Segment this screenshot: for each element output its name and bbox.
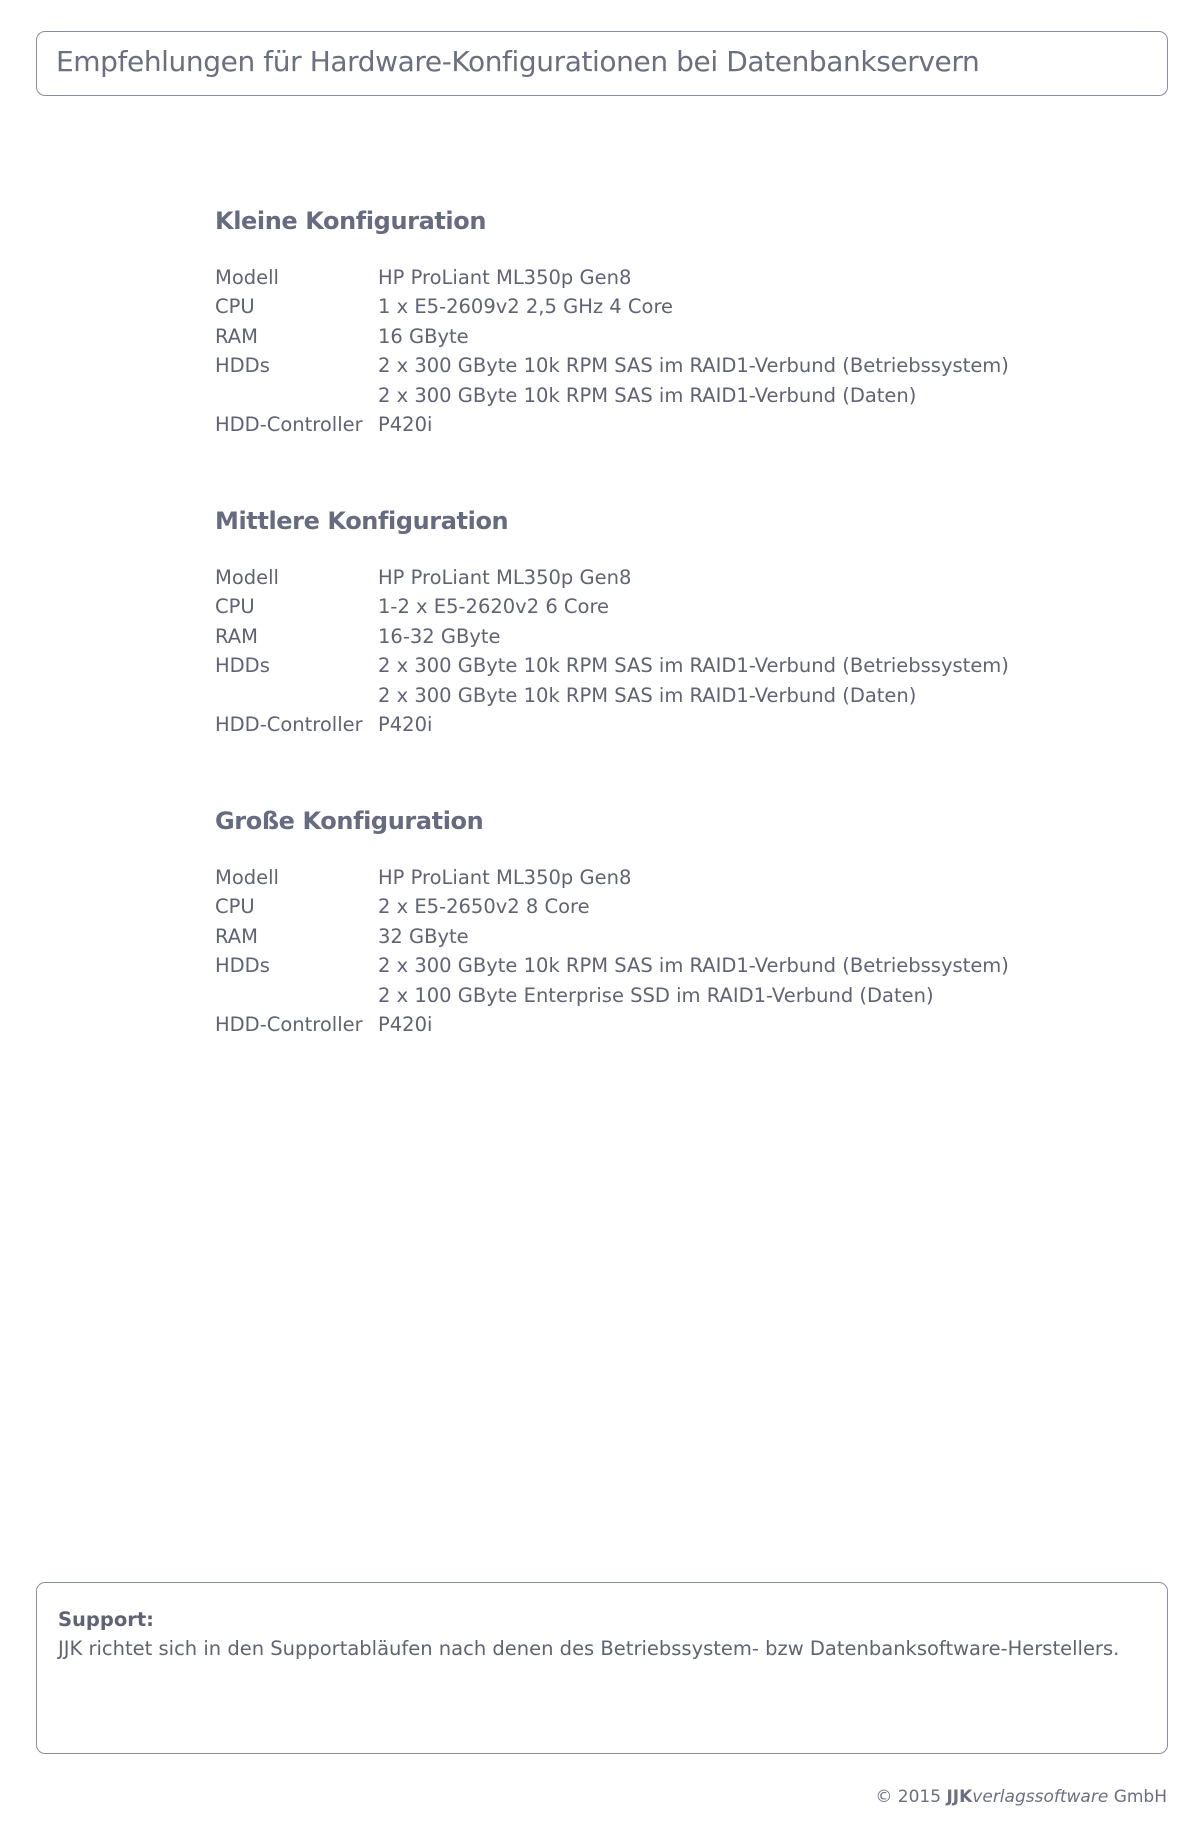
spec-values	[378, 951, 1009, 1010]
spec-label: CPU	[215, 895, 255, 919]
spec-row-model	[215, 563, 1115, 592]
spec-value: P420i	[378, 1012, 433, 1036]
spec-row-cpu	[215, 592, 1115, 621]
spec-label: RAM	[215, 624, 258, 648]
spec-value: 2 x 300 GByte 10k RPM SAS im RAID1-Verbund (Betriebssystem)	[378, 354, 1009, 378]
spec-value: 2 x 300 GByte 10k RPM SAS im RAID1-Verbund (Daten)	[378, 383, 917, 407]
spec-row-hdd-controller	[215, 710, 1115, 739]
footer-copyright	[875, 1787, 1167, 1807]
spec-label: Modell	[215, 266, 279, 289]
spec-list	[215, 563, 1115, 739]
spec-values	[378, 351, 1009, 410]
spec-values	[378, 892, 590, 921]
spec-label: HDD-Controller	[215, 1012, 363, 1036]
spec-label: HDD-Controller	[215, 412, 363, 436]
spec-row-hdd-controller	[215, 410, 1115, 439]
spec-row-cpu	[215, 292, 1115, 321]
spec-row-ram	[215, 622, 1115, 651]
section-heading: Mittlere Konfiguration	[215, 507, 509, 535]
spec-value: 1-2 x E5-2620v2 6 Core	[378, 595, 610, 619]
spec-value: 2 x E5-2650v2 8 Core	[378, 895, 590, 919]
spec-list	[215, 263, 1115, 439]
support-text: JJK richtet sich in den Supportabläufen nach denen des Betriebssystem- bzw Datenbanksoftware-Herstellers.	[58, 1637, 1120, 1660]
spec-row-ram	[215, 922, 1115, 951]
spec-value: 16 GByte	[378, 324, 469, 348]
spec-value: 32 GByte	[378, 924, 469, 948]
spec-value: P420i	[378, 412, 433, 436]
spec-values	[378, 292, 673, 321]
spec-values	[378, 1010, 432, 1039]
copyright-year: © 2015	[875, 1787, 942, 1807]
spec-value: 2 x 300 GByte 10k RPM SAS im RAID1-Verbund (Daten)	[378, 683, 917, 707]
spec-value: HP ProLiant ML350p Gen8	[378, 866, 632, 889]
spec-row-cpu	[215, 892, 1115, 921]
section-medium-configuration	[215, 504, 1115, 804]
section-large-configuration	[215, 804, 1115, 1104]
spec-list	[215, 863, 1115, 1039]
spec-value: 16-32 GByte	[378, 624, 501, 648]
section-heading: Kleine Konfiguration	[215, 207, 487, 235]
spec-value: 2 x 300 GByte 10k RPM SAS im RAID1-Verbund (Betriebssystem)	[378, 954, 1009, 978]
spec-label: CPU	[215, 295, 255, 319]
spec-row-hdds	[215, 651, 1115, 710]
company-suffix: GmbH	[1113, 1787, 1167, 1807]
section-small-configuration	[215, 204, 1115, 504]
spec-values	[378, 592, 609, 621]
spec-label: HDDs	[215, 954, 270, 978]
spec-label: RAM	[215, 924, 258, 948]
spec-values	[378, 922, 469, 951]
spec-value: HP ProLiant ML350p Gen8	[378, 266, 632, 289]
section-heading: Große Konfiguration	[215, 807, 484, 835]
spec-label: Modell	[215, 566, 279, 589]
page-title: Empfehlungen für Hardware-Konfigurationen bei Datenbankservern	[56, 45, 980, 78]
spec-label: HDDs	[215, 354, 270, 378]
brand-name-light: verlagssoftware	[972, 1787, 1109, 1807]
spec-values	[378, 622, 501, 651]
spec-label: HDD-Controller	[215, 712, 363, 736]
spec-label: HDDs	[215, 654, 270, 678]
spec-value: P420i	[378, 712, 433, 736]
spec-row-model	[215, 863, 1115, 892]
spec-value: 2 x 100 GByte Enterprise SSD im RAID1-Verbund (Daten)	[378, 983, 934, 1007]
spec-label: Modell	[215, 866, 279, 889]
spec-values	[378, 263, 631, 292]
page-title-box	[36, 31, 1168, 96]
spec-values	[378, 563, 631, 592]
spec-value: 2 x 300 GByte 10k RPM SAS im RAID1-Verbund (Betriebssystem)	[378, 654, 1009, 678]
spec-values	[378, 410, 432, 439]
support-title: Support:	[58, 1608, 154, 1631]
spec-row-hdd-controller	[215, 1010, 1115, 1039]
spec-row-hdds	[215, 351, 1115, 410]
spec-values	[378, 710, 432, 739]
spec-label: CPU	[215, 595, 255, 619]
spec-value: HP ProLiant ML350p Gen8	[378, 566, 632, 589]
configuration-sections	[215, 204, 1115, 1104]
spec-row-ram	[215, 322, 1115, 351]
spec-values	[378, 863, 631, 892]
spec-value: 1 x E5-2609v2 2,5 GHz 4 Core	[378, 295, 674, 319]
spec-values	[378, 651, 1009, 710]
spec-row-hdds	[215, 951, 1115, 1010]
support-box	[36, 1582, 1168, 1754]
spec-values	[378, 322, 469, 351]
spec-label: RAM	[215, 324, 258, 348]
spec-row-model	[215, 263, 1115, 292]
brand-name-strong: JJK	[946, 1787, 973, 1807]
